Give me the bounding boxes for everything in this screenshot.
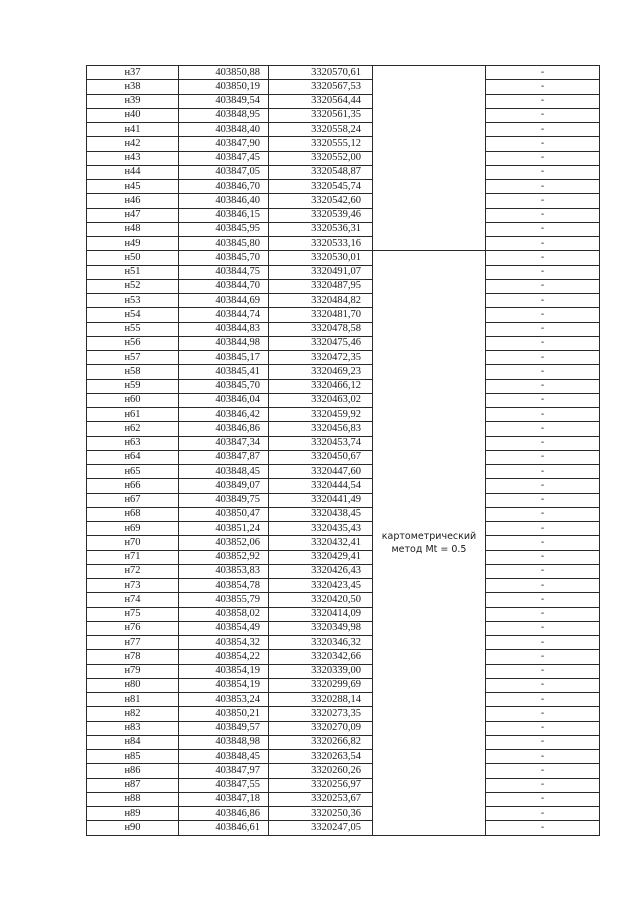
table-row bbox=[87, 693, 600, 707]
y-coordinate-cell: 3320423,45 bbox=[269, 579, 373, 593]
x-coordinate-cell: 403852,06 bbox=[179, 536, 269, 550]
x-coordinate-cell: 403854,19 bbox=[179, 664, 269, 678]
point-id-cell: н76 bbox=[87, 621, 179, 635]
table-row bbox=[87, 593, 600, 607]
y-coordinate-cell: 3320558,24 bbox=[269, 123, 373, 137]
table-row bbox=[87, 450, 600, 464]
x-coordinate-cell: 403854,22 bbox=[179, 650, 269, 664]
note-cell: - bbox=[486, 522, 600, 536]
y-coordinate-cell: 3320450,67 bbox=[269, 450, 373, 464]
point-id-cell: н66 bbox=[87, 479, 179, 493]
note-cell: - bbox=[486, 66, 600, 80]
note-cell: - bbox=[486, 379, 600, 393]
y-coordinate-cell: 3320260,26 bbox=[269, 764, 373, 778]
y-coordinate-cell: 3320342,66 bbox=[269, 650, 373, 664]
y-coordinate-cell: 3320266,82 bbox=[269, 735, 373, 749]
note-cell: - bbox=[486, 308, 600, 322]
point-id-cell: н65 bbox=[87, 465, 179, 479]
y-coordinate-cell: 3320414,09 bbox=[269, 607, 373, 621]
y-coordinate-cell: 3320429,41 bbox=[269, 550, 373, 564]
note-cell: - bbox=[486, 721, 600, 735]
note-cell: - bbox=[486, 664, 600, 678]
y-coordinate-cell: 3320263,54 bbox=[269, 750, 373, 764]
x-coordinate-cell: 403853,24 bbox=[179, 693, 269, 707]
table-row bbox=[87, 721, 600, 735]
y-coordinate-cell: 3320542,60 bbox=[269, 194, 373, 208]
note-cell: - bbox=[486, 579, 600, 593]
y-coordinate-cell: 3320459,92 bbox=[269, 408, 373, 422]
note-cell: - bbox=[486, 194, 600, 208]
y-coordinate-cell: 3320441,49 bbox=[269, 493, 373, 507]
point-id-cell: н88 bbox=[87, 792, 179, 806]
note-cell: - bbox=[486, 222, 600, 236]
table-row bbox=[87, 80, 600, 94]
point-id-cell: н71 bbox=[87, 550, 179, 564]
table-row bbox=[87, 778, 600, 792]
note-cell: - bbox=[486, 807, 600, 821]
note-cell: - bbox=[486, 94, 600, 108]
note-cell: - bbox=[486, 422, 600, 436]
table-row bbox=[87, 294, 600, 308]
coordinates-table bbox=[86, 65, 600, 836]
x-coordinate-cell: 403847,90 bbox=[179, 137, 269, 151]
table-row bbox=[87, 351, 600, 365]
table-row bbox=[87, 208, 600, 222]
note-cell: - bbox=[486, 693, 600, 707]
y-coordinate-cell: 3320273,35 bbox=[269, 707, 373, 721]
y-coordinate-cell: 3320567,53 bbox=[269, 80, 373, 94]
x-coordinate-cell: 403850,21 bbox=[179, 707, 269, 721]
table-row bbox=[87, 678, 600, 692]
note-cell: - bbox=[486, 550, 600, 564]
point-id-cell: н42 bbox=[87, 137, 179, 151]
y-coordinate-cell: 3320349,98 bbox=[269, 621, 373, 635]
x-coordinate-cell: 403849,54 bbox=[179, 94, 269, 108]
point-id-cell: н62 bbox=[87, 422, 179, 436]
table-row bbox=[87, 123, 600, 137]
x-coordinate-cell: 403851,24 bbox=[179, 522, 269, 536]
table-row bbox=[87, 279, 600, 293]
point-id-cell: н81 bbox=[87, 693, 179, 707]
point-id-cell: н53 bbox=[87, 294, 179, 308]
table-row bbox=[87, 735, 600, 749]
point-id-cell: н50 bbox=[87, 251, 179, 265]
note-cell: - bbox=[486, 778, 600, 792]
point-id-cell: н38 bbox=[87, 80, 179, 94]
x-coordinate-cell: 403853,83 bbox=[179, 564, 269, 578]
point-id-cell: н43 bbox=[87, 151, 179, 165]
x-coordinate-cell: 403846,42 bbox=[179, 408, 269, 422]
x-coordinate-cell: 403849,75 bbox=[179, 493, 269, 507]
point-id-cell: н75 bbox=[87, 607, 179, 621]
x-coordinate-cell: 403854,78 bbox=[179, 579, 269, 593]
point-id-cell: н51 bbox=[87, 265, 179, 279]
note-cell: - bbox=[486, 322, 600, 336]
table-row bbox=[87, 66, 600, 80]
y-coordinate-cell: 3320545,74 bbox=[269, 180, 373, 194]
y-coordinate-cell: 3320346,32 bbox=[269, 636, 373, 650]
x-coordinate-cell: 403848,95 bbox=[179, 108, 269, 122]
table-row bbox=[87, 94, 600, 108]
note-cell: - bbox=[486, 450, 600, 464]
note-cell: - bbox=[486, 108, 600, 122]
note-cell: - bbox=[486, 393, 600, 407]
x-coordinate-cell: 403854,32 bbox=[179, 636, 269, 650]
y-coordinate-cell: 3320555,12 bbox=[269, 137, 373, 151]
x-coordinate-cell: 403847,05 bbox=[179, 165, 269, 179]
note-cell: - bbox=[486, 123, 600, 137]
table-row bbox=[87, 194, 600, 208]
point-id-cell: н83 bbox=[87, 721, 179, 735]
table-row bbox=[87, 792, 600, 806]
x-coordinate-cell: 403844,98 bbox=[179, 336, 269, 350]
y-coordinate-cell: 3320253,67 bbox=[269, 792, 373, 806]
point-id-cell: н90 bbox=[87, 821, 179, 835]
table-row bbox=[87, 265, 600, 279]
point-id-cell: н37 bbox=[87, 66, 179, 80]
note-cell: - bbox=[486, 636, 600, 650]
y-coordinate-cell: 3320475,46 bbox=[269, 336, 373, 350]
coordinates-table-body bbox=[87, 66, 600, 836]
table-row bbox=[87, 664, 600, 678]
method-cell bbox=[373, 66, 486, 251]
point-id-cell: н70 bbox=[87, 536, 179, 550]
point-id-cell: н47 bbox=[87, 208, 179, 222]
y-coordinate-cell: 3320491,07 bbox=[269, 265, 373, 279]
point-id-cell: н79 bbox=[87, 664, 179, 678]
y-coordinate-cell: 3320530,01 bbox=[269, 251, 373, 265]
point-id-cell: н85 bbox=[87, 750, 179, 764]
note-cell: - bbox=[486, 265, 600, 279]
note-cell: - bbox=[486, 593, 600, 607]
point-id-cell: н52 bbox=[87, 279, 179, 293]
x-coordinate-cell: 403846,61 bbox=[179, 821, 269, 835]
x-coordinate-cell: 403852,92 bbox=[179, 550, 269, 564]
point-id-cell: н56 bbox=[87, 336, 179, 350]
table-row bbox=[87, 336, 600, 350]
x-coordinate-cell: 403846,86 bbox=[179, 807, 269, 821]
note-cell: - bbox=[486, 821, 600, 835]
note-cell: - bbox=[486, 465, 600, 479]
y-coordinate-cell: 3320570,61 bbox=[269, 66, 373, 80]
point-id-cell: н67 bbox=[87, 493, 179, 507]
table-row bbox=[87, 579, 600, 593]
note-cell: - bbox=[486, 365, 600, 379]
table-row bbox=[87, 251, 600, 265]
table-row bbox=[87, 408, 600, 422]
x-coordinate-cell: 403850,19 bbox=[179, 80, 269, 94]
table-row bbox=[87, 436, 600, 450]
note-cell: - bbox=[486, 678, 600, 692]
x-coordinate-cell: 403844,70 bbox=[179, 279, 269, 293]
note-cell: - bbox=[486, 80, 600, 94]
table-row bbox=[87, 222, 600, 236]
table-row bbox=[87, 365, 600, 379]
table-row bbox=[87, 151, 600, 165]
table-row bbox=[87, 821, 600, 835]
y-coordinate-cell: 3320536,31 bbox=[269, 222, 373, 236]
table-row bbox=[87, 465, 600, 479]
point-id-cell: н74 bbox=[87, 593, 179, 607]
y-coordinate-cell: 3320247,05 bbox=[269, 821, 373, 835]
table-row bbox=[87, 165, 600, 179]
x-coordinate-cell: 403848,40 bbox=[179, 123, 269, 137]
x-coordinate-cell: 403848,45 bbox=[179, 465, 269, 479]
y-coordinate-cell: 3320432,41 bbox=[269, 536, 373, 550]
x-coordinate-cell: 403848,98 bbox=[179, 735, 269, 749]
point-id-cell: н60 bbox=[87, 393, 179, 407]
y-coordinate-cell: 3320438,45 bbox=[269, 507, 373, 521]
y-coordinate-cell: 3320466,12 bbox=[269, 379, 373, 393]
y-coordinate-cell: 3320487,95 bbox=[269, 279, 373, 293]
y-coordinate-cell: 3320456,83 bbox=[269, 422, 373, 436]
point-id-cell: н44 bbox=[87, 165, 179, 179]
y-coordinate-cell: 3320561,35 bbox=[269, 108, 373, 122]
x-coordinate-cell: 403847,55 bbox=[179, 778, 269, 792]
note-cell: - bbox=[486, 536, 600, 550]
point-id-cell: н49 bbox=[87, 237, 179, 251]
x-coordinate-cell: 403850,88 bbox=[179, 66, 269, 80]
table-row bbox=[87, 750, 600, 764]
point-id-cell: н68 bbox=[87, 507, 179, 521]
point-id-cell: н58 bbox=[87, 365, 179, 379]
table-row bbox=[87, 550, 600, 564]
x-coordinate-cell: 403846,70 bbox=[179, 180, 269, 194]
note-cell: - bbox=[486, 479, 600, 493]
table-row bbox=[87, 536, 600, 550]
x-coordinate-cell: 403847,97 bbox=[179, 764, 269, 778]
table-row bbox=[87, 707, 600, 721]
x-coordinate-cell: 403846,86 bbox=[179, 422, 269, 436]
table-row bbox=[87, 522, 600, 536]
point-id-cell: н46 bbox=[87, 194, 179, 208]
x-coordinate-cell: 403846,40 bbox=[179, 194, 269, 208]
y-coordinate-cell: 3320250,36 bbox=[269, 807, 373, 821]
x-coordinate-cell: 403844,75 bbox=[179, 265, 269, 279]
y-coordinate-cell: 3320478,58 bbox=[269, 322, 373, 336]
x-coordinate-cell: 403844,69 bbox=[179, 294, 269, 308]
table-row bbox=[87, 650, 600, 664]
point-id-cell: н57 bbox=[87, 351, 179, 365]
note-cell: - bbox=[486, 621, 600, 635]
y-coordinate-cell: 3320453,74 bbox=[269, 436, 373, 450]
note-cell: - bbox=[486, 279, 600, 293]
point-id-cell: н40 bbox=[87, 108, 179, 122]
y-coordinate-cell: 3320339,00 bbox=[269, 664, 373, 678]
point-id-cell: н87 bbox=[87, 778, 179, 792]
y-coordinate-cell: 3320447,60 bbox=[269, 465, 373, 479]
note-cell: - bbox=[486, 351, 600, 365]
note-cell: - bbox=[486, 707, 600, 721]
x-coordinate-cell: 403846,15 bbox=[179, 208, 269, 222]
note-cell: - bbox=[486, 735, 600, 749]
note-cell: - bbox=[486, 165, 600, 179]
x-coordinate-cell: 403844,74 bbox=[179, 308, 269, 322]
point-id-cell: н89 bbox=[87, 807, 179, 821]
x-coordinate-cell: 403845,80 bbox=[179, 237, 269, 251]
table-row bbox=[87, 379, 600, 393]
x-coordinate-cell: 403845,95 bbox=[179, 222, 269, 236]
x-coordinate-cell: 403848,45 bbox=[179, 750, 269, 764]
y-coordinate-cell: 3320426,43 bbox=[269, 564, 373, 578]
point-id-cell: н84 bbox=[87, 735, 179, 749]
y-coordinate-cell: 3320435,43 bbox=[269, 522, 373, 536]
x-coordinate-cell: 403845,70 bbox=[179, 251, 269, 265]
note-cell: - bbox=[486, 436, 600, 450]
table-row bbox=[87, 137, 600, 151]
note-cell: - bbox=[486, 792, 600, 806]
point-id-cell: н77 bbox=[87, 636, 179, 650]
point-id-cell: н48 bbox=[87, 222, 179, 236]
x-coordinate-cell: 403845,70 bbox=[179, 379, 269, 393]
y-coordinate-cell: 3320539,46 bbox=[269, 208, 373, 222]
point-id-cell: н63 bbox=[87, 436, 179, 450]
note-cell: - bbox=[486, 607, 600, 621]
point-id-cell: н80 bbox=[87, 678, 179, 692]
y-coordinate-cell: 3320533,16 bbox=[269, 237, 373, 251]
table-row bbox=[87, 479, 600, 493]
x-coordinate-cell: 403849,57 bbox=[179, 721, 269, 735]
table-row bbox=[87, 308, 600, 322]
table-row bbox=[87, 621, 600, 635]
point-id-cell: н54 bbox=[87, 308, 179, 322]
y-coordinate-cell: 3320420,50 bbox=[269, 593, 373, 607]
method-cell: картометрический метод Mt = 0.5 bbox=[373, 251, 486, 835]
y-coordinate-cell: 3320469,23 bbox=[269, 365, 373, 379]
point-id-cell: н55 bbox=[87, 322, 179, 336]
point-id-cell: н86 bbox=[87, 764, 179, 778]
point-id-cell: н72 bbox=[87, 564, 179, 578]
y-coordinate-cell: 3320299,69 bbox=[269, 678, 373, 692]
table-row bbox=[87, 507, 600, 521]
point-id-cell: н39 bbox=[87, 94, 179, 108]
point-id-cell: н78 bbox=[87, 650, 179, 664]
note-cell: - bbox=[486, 750, 600, 764]
table-row bbox=[87, 393, 600, 407]
point-id-cell: н59 bbox=[87, 379, 179, 393]
x-coordinate-cell: 403847,45 bbox=[179, 151, 269, 165]
y-coordinate-cell: 3320564,44 bbox=[269, 94, 373, 108]
y-coordinate-cell: 3320444,54 bbox=[269, 479, 373, 493]
table-row bbox=[87, 322, 600, 336]
point-id-cell: н73 bbox=[87, 579, 179, 593]
coordinates-sheet bbox=[86, 65, 599, 836]
note-cell: - bbox=[486, 564, 600, 578]
table-row bbox=[87, 180, 600, 194]
point-id-cell: н64 bbox=[87, 450, 179, 464]
note-cell: - bbox=[486, 507, 600, 521]
x-coordinate-cell: 403847,34 bbox=[179, 436, 269, 450]
note-cell: - bbox=[486, 137, 600, 151]
table-row bbox=[87, 493, 600, 507]
x-coordinate-cell: 403858,02 bbox=[179, 607, 269, 621]
note-cell: - bbox=[486, 151, 600, 165]
y-coordinate-cell: 3320472,35 bbox=[269, 351, 373, 365]
x-coordinate-cell: 403847,87 bbox=[179, 450, 269, 464]
y-coordinate-cell: 3320484,82 bbox=[269, 294, 373, 308]
table-row bbox=[87, 636, 600, 650]
note-cell: - bbox=[486, 237, 600, 251]
table-row bbox=[87, 764, 600, 778]
x-coordinate-cell: 403845,41 bbox=[179, 365, 269, 379]
note-cell: - bbox=[486, 251, 600, 265]
y-coordinate-cell: 3320552,00 bbox=[269, 151, 373, 165]
x-coordinate-cell: 403845,17 bbox=[179, 351, 269, 365]
y-coordinate-cell: 3320256,97 bbox=[269, 778, 373, 792]
note-cell: - bbox=[486, 180, 600, 194]
y-coordinate-cell: 3320288,14 bbox=[269, 693, 373, 707]
table-row bbox=[87, 108, 600, 122]
x-coordinate-cell: 403854,19 bbox=[179, 678, 269, 692]
point-id-cell: н82 bbox=[87, 707, 179, 721]
point-id-cell: н45 bbox=[87, 180, 179, 194]
table-row bbox=[87, 422, 600, 436]
table-row bbox=[87, 564, 600, 578]
point-id-cell: н61 bbox=[87, 408, 179, 422]
table-row bbox=[87, 237, 600, 251]
note-cell: - bbox=[486, 493, 600, 507]
table-row bbox=[87, 607, 600, 621]
y-coordinate-cell: 3320481,70 bbox=[269, 308, 373, 322]
note-cell: - bbox=[486, 294, 600, 308]
y-coordinate-cell: 3320270,09 bbox=[269, 721, 373, 735]
note-cell: - bbox=[486, 650, 600, 664]
note-cell: - bbox=[486, 764, 600, 778]
x-coordinate-cell: 403854,49 bbox=[179, 621, 269, 635]
note-cell: - bbox=[486, 336, 600, 350]
y-coordinate-cell: 3320548,87 bbox=[269, 165, 373, 179]
point-id-cell: н41 bbox=[87, 123, 179, 137]
note-cell: - bbox=[486, 208, 600, 222]
x-coordinate-cell: 403850,47 bbox=[179, 507, 269, 521]
x-coordinate-cell: 403849,07 bbox=[179, 479, 269, 493]
x-coordinate-cell: 403846,04 bbox=[179, 393, 269, 407]
x-coordinate-cell: 403855,79 bbox=[179, 593, 269, 607]
y-coordinate-cell: 3320463,02 bbox=[269, 393, 373, 407]
note-cell: - bbox=[486, 408, 600, 422]
x-coordinate-cell: 403844,83 bbox=[179, 322, 269, 336]
table-row bbox=[87, 807, 600, 821]
x-coordinate-cell: 403847,18 bbox=[179, 792, 269, 806]
point-id-cell: н69 bbox=[87, 522, 179, 536]
